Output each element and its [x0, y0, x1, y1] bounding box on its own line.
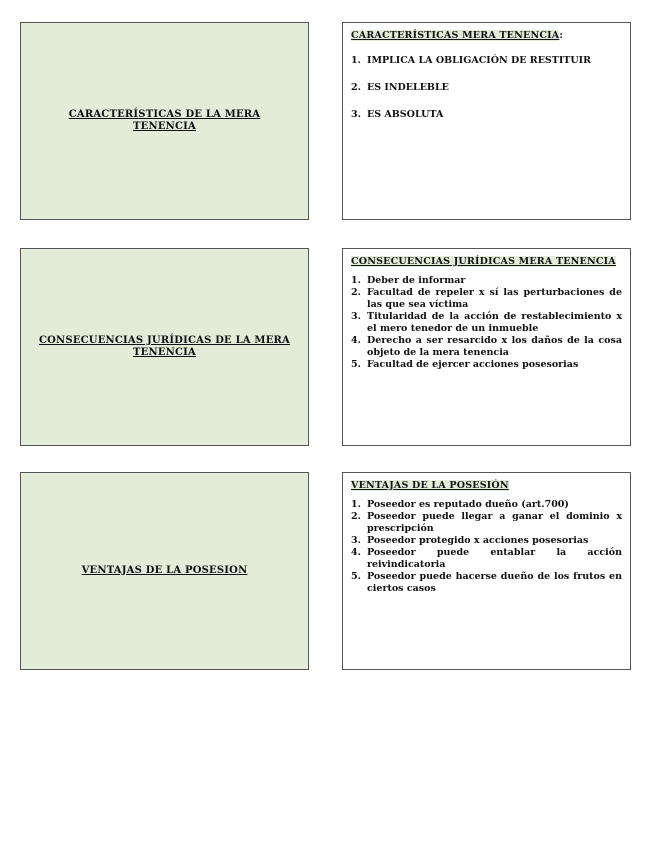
list-item-text: ES ABSOLUTA — [367, 109, 444, 121]
list-item-text: Deber de informar — [367, 275, 466, 287]
slide-1-right-title-suffix: : — [559, 30, 563, 41]
list-item-number: 2. — [351, 511, 361, 523]
slide-3-point-list — [351, 499, 622, 594]
slide-3-title-panel — [20, 472, 309, 670]
list-item — [351, 275, 622, 287]
list-item — [351, 499, 622, 511]
list-item — [351, 547, 622, 571]
list-item-number: 5. — [351, 570, 361, 582]
list-item — [351, 335, 622, 359]
list-item-text: Facultad de ejercer acciones posesorias — [367, 358, 579, 370]
list-item-number: 1. — [351, 499, 361, 511]
slide-1-title-panel — [20, 22, 309, 220]
list-item-number: 3. — [351, 311, 361, 323]
list-item — [351, 571, 622, 595]
slide-2-right-title: CONSECUENCIAS JURÍDICAS MERA TENENCIA — [351, 256, 616, 267]
list-item-text: Poseedor puede hacerse dueño de los frutos en ciertos casos — [367, 570, 622, 594]
list-item-number: 2. — [351, 82, 361, 94]
list-item-number: 5. — [351, 358, 361, 370]
list-item-text: Poseedor protegido x acciones posesorias — [367, 535, 589, 547]
slide-1-heading — [351, 30, 622, 41]
slide-1-content-panel — [342, 22, 631, 220]
list-item-text: IMPLICA LA OBLIGACIÓN DE RESTITUIR — [367, 55, 591, 67]
list-item — [351, 287, 622, 311]
list-item — [351, 359, 622, 371]
list-item — [351, 55, 622, 67]
list-item-text: Poseedor puede llegar a ganar el dominio x prescripción — [367, 511, 622, 535]
slide-1-left-title: CARACTERÍSTICAS DE LA MERA TENENCIA — [68, 108, 261, 132]
list-item — [351, 511, 622, 535]
slide-1-point-list — [351, 55, 622, 121]
list-item-number: 3. — [351, 535, 361, 547]
list-item-number: 3. — [351, 109, 361, 121]
list-item-text: Facultad de repeler x sí las perturbaciones de las que sea víctima — [367, 287, 622, 311]
list-item — [351, 311, 622, 335]
list-item-text: Titularidad de la acción de restablecimiento x el mero tenedor de un inmueble — [367, 311, 622, 334]
list-item-number: 1. — [351, 275, 361, 287]
slide-2-heading — [351, 256, 622, 267]
list-item-number: 1. — [351, 55, 361, 67]
list-item-text: Derecho a ser resarcido x los daños de la cosa objeto de la mera tenencia — [367, 334, 622, 358]
list-item-number: 4. — [351, 546, 361, 558]
list-item-number: 4. — [351, 334, 361, 346]
list-item-number: 2. — [351, 287, 361, 299]
list-item-text: ES INDELEBLE — [367, 82, 449, 94]
slide-3-content-panel — [342, 472, 631, 670]
list-item — [351, 535, 622, 547]
list-item — [351, 109, 622, 121]
slide-1-right-title: CARACTERÍSTICAS MERA TENENCIA — [351, 30, 560, 41]
slide-2-left-title: CONSECUENCIAS JURÍDICAS DE LA MERA TENENCIA — [38, 334, 290, 358]
slide-2-point-list — [351, 275, 622, 370]
list-item — [351, 82, 622, 94]
slide-3-left-title: VENTAJAS DE LA POSESION — [81, 564, 248, 576]
slide-3-heading — [351, 480, 622, 491]
list-item-text: Poseedor puede entablar la acción reivindicatoria — [367, 546, 622, 570]
slide-2-title-panel — [20, 248, 309, 446]
slide-2-content-panel — [342, 248, 631, 446]
list-item-text: Poseedor es reputado dueño (art.700) — [367, 499, 569, 511]
slide-3-right-title: VENTAJAS DE LA POSESIÓN — [351, 480, 509, 491]
